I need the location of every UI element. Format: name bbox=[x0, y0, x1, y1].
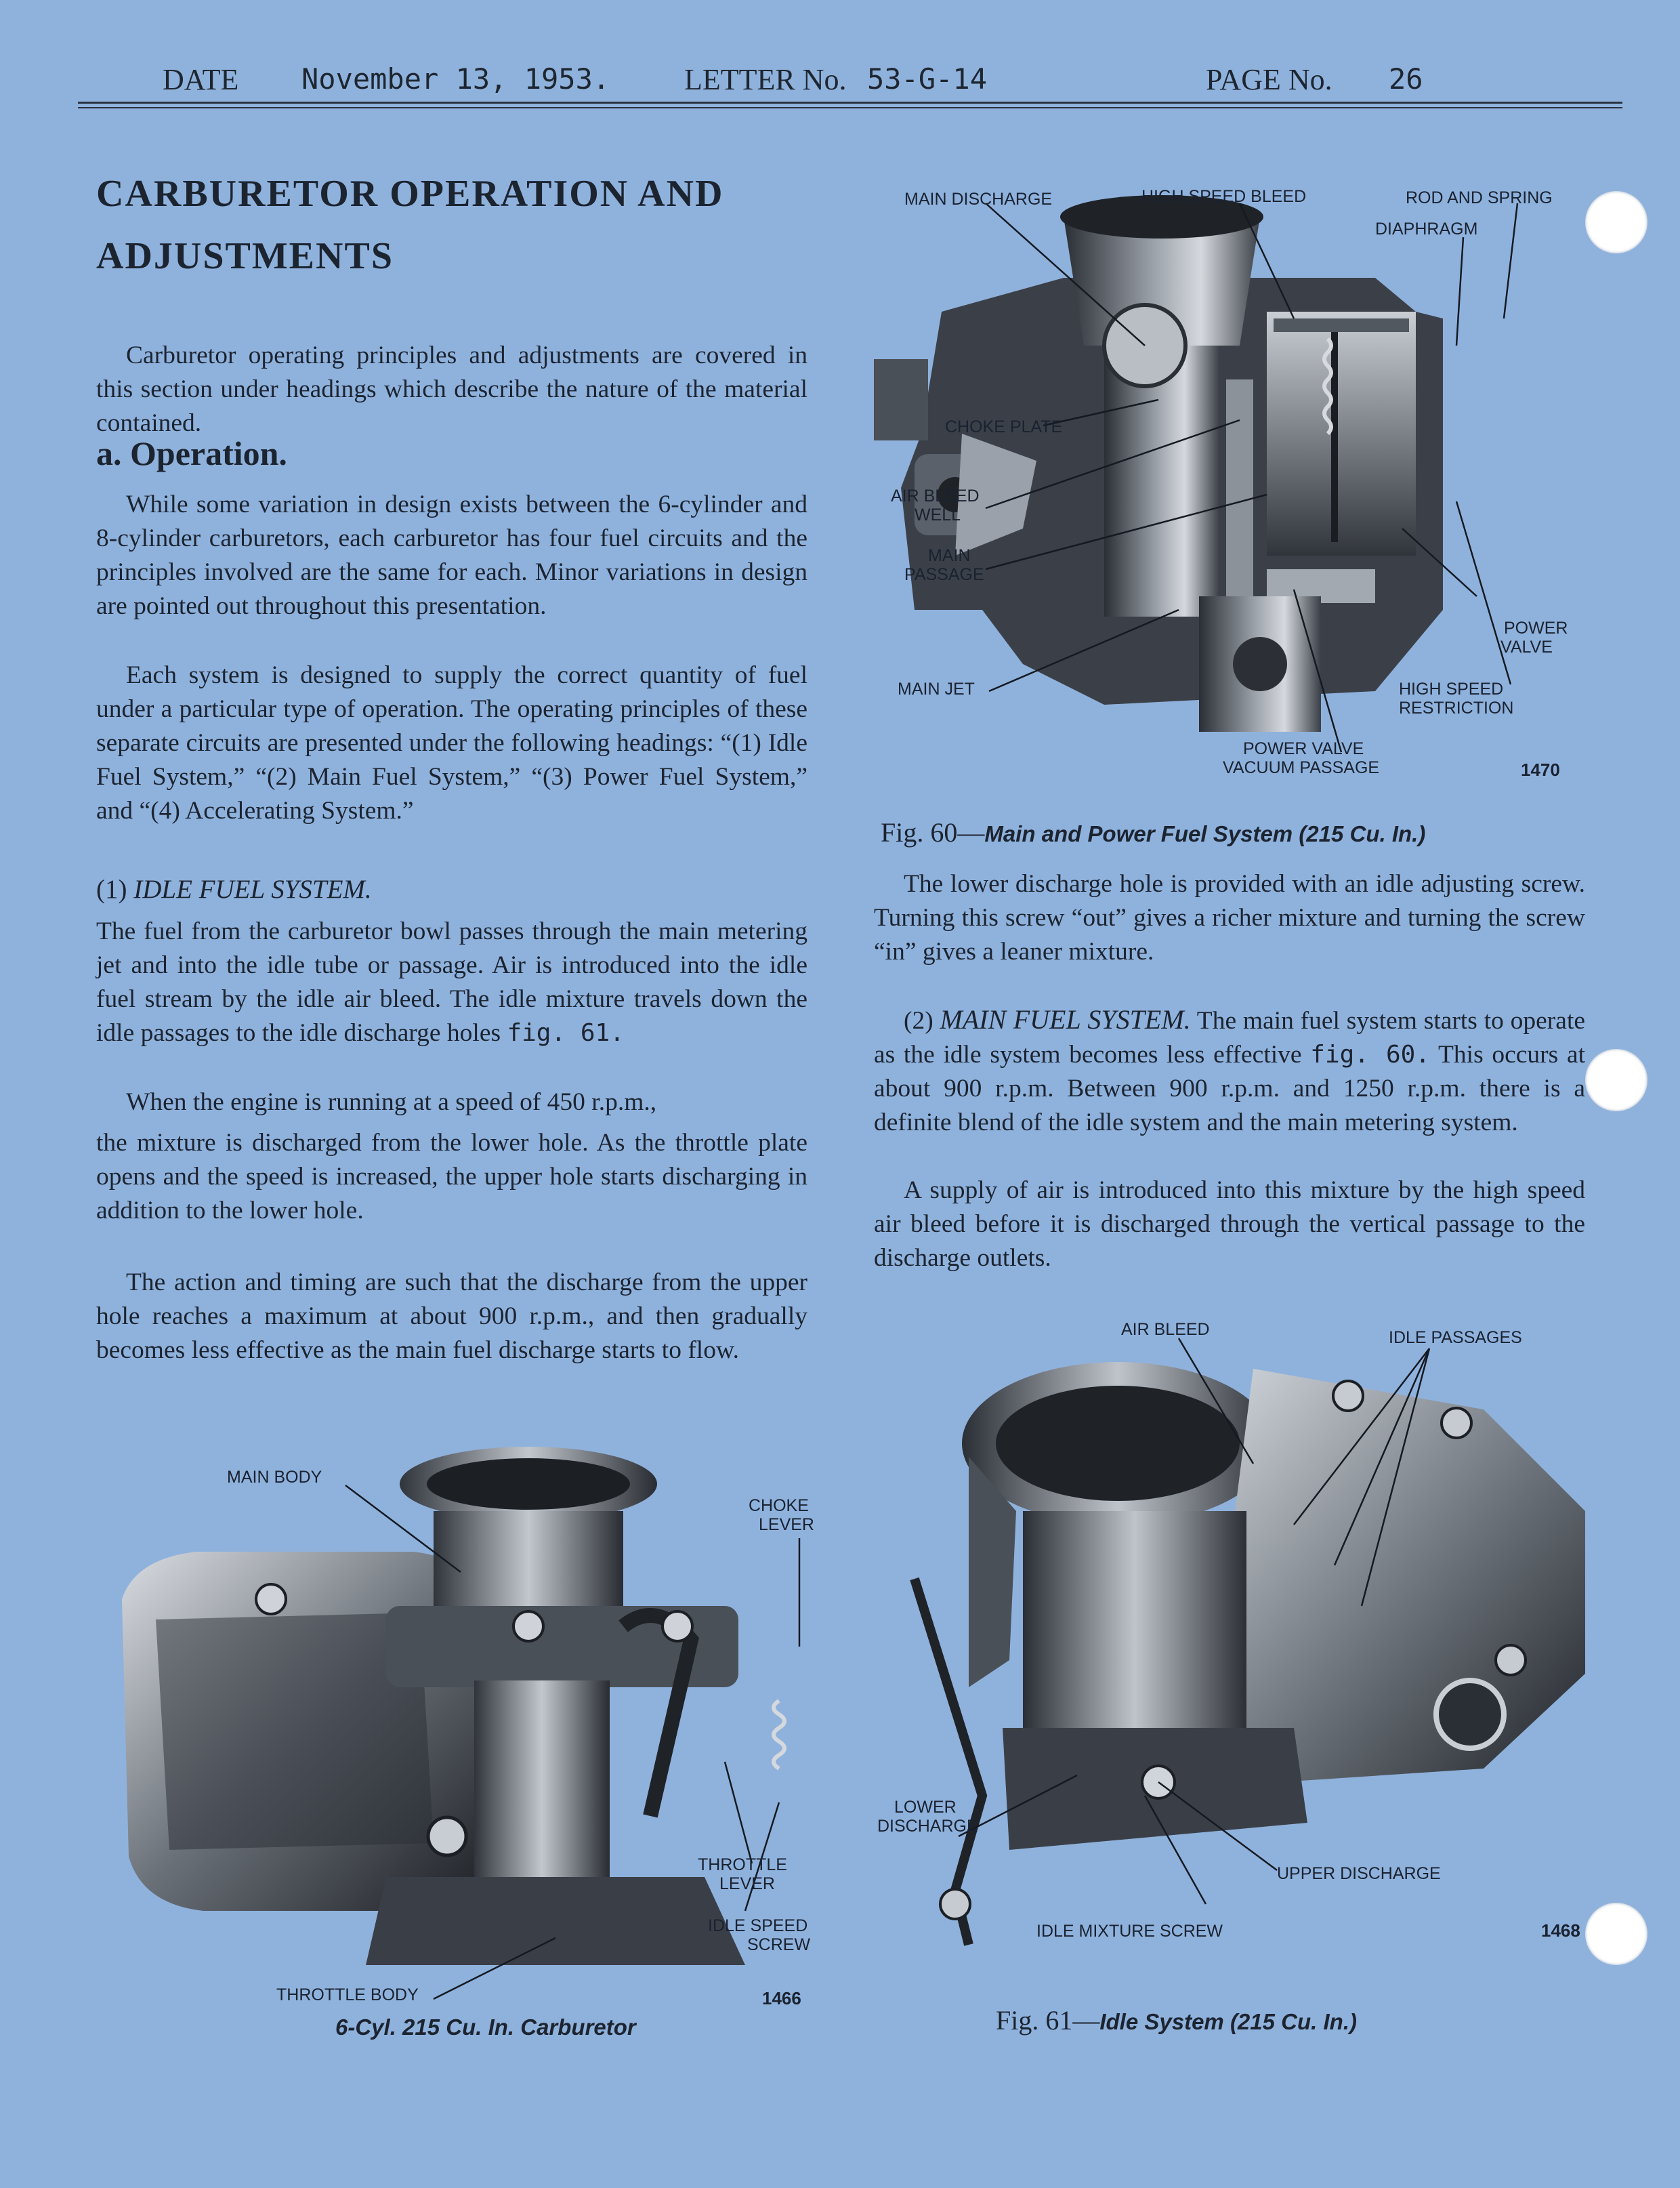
label-throttle-lever-2: LEVER bbox=[719, 1874, 775, 1893]
page-title bbox=[96, 163, 723, 287]
label-choke-lever-2: LEVER bbox=[759, 1515, 814, 1534]
section-heading-operation: a. Operation. bbox=[96, 434, 287, 472]
fig-60-reference: fig. 60. bbox=[1310, 1041, 1430, 1069]
operation-paragraph-1: While some variation in design exists between the 6-cylinder and 8-cylinder carburetors, each carburetor has four fuel circuits and the principles involved are the same for each. Minor variations in design are pointed out throughout this presentation. bbox=[96, 491, 807, 620]
label-high-speed-bleed: HIGH SPEED BLEED bbox=[1141, 187, 1307, 206]
idle-paragraph-3: the mixture is discharged from the lower hole. As the throttle plate opens and the speed is increased, the upper hole starts discharging in addition to the lower hole. bbox=[96, 1129, 807, 1224]
label-idle-passages: IDLE PASSAGES bbox=[1389, 1328, 1522, 1347]
title-line-2: ADJUSTMENTS bbox=[96, 235, 394, 277]
operation-paragraph-2: Each system is designed to supply the correct quantity of fuel under a particular type of operation. The operating principles of these separate circuits are presented under the following headings: “(1) Idle Fuel System,” “(2) Main Fuel System,” “(3) Power Fuel System,” and “(4) Accelerating System.” bbox=[96, 661, 807, 825]
fig-60-caption: Fig. 60—Main and Power Fuel System (215 Cu. In.) bbox=[881, 817, 1426, 848]
fig-left-caption: 6-Cyl. 215 Cu. In. Carburetor bbox=[335, 2015, 636, 2040]
label-throttle-body: THROTTLE BODY bbox=[276, 1985, 419, 2004]
label-lower-discharge-2: DISCHARGE bbox=[877, 1817, 978, 1836]
label-high-speed-restriction-2: RESTRICTION bbox=[1399, 699, 1514, 718]
label-main-passage-2: PASSAGE bbox=[904, 565, 984, 584]
header-rule-bottom bbox=[78, 107, 1622, 108]
fig-60-carburetor-cutaway bbox=[860, 176, 1592, 793]
fig-61-caption: Fig. 61—Idle System (215 Cu. In.) bbox=[996, 2005, 1357, 2036]
title-line-1: CARBURETOR OPERATION AND bbox=[96, 173, 724, 215]
carburetor-6cyl-illustration bbox=[122, 1447, 784, 1965]
label-air-bleed-well-2: WELL bbox=[915, 505, 961, 524]
fig-6-cyl-carburetor bbox=[95, 1437, 833, 2026]
label-choke-plate: CHOKE PLATE bbox=[945, 417, 1063, 436]
intro-paragraph: Carburetor operating principles and adjustments are covered in this section under headings which describe the nature of the material contained. bbox=[96, 342, 807, 437]
idle-paragraph-4: The action and timing are such that the discharge from the upper hole reaches a maximum at about 900 r.p.m., and then gradually becomes less effective as the main fuel discharge starts to flow. bbox=[96, 1268, 807, 1364]
label-main-passage-1: MAIN bbox=[928, 546, 971, 565]
label-throttle-lever-1: THROTTLE bbox=[698, 1855, 787, 1874]
main-fuel-paragraph: (2) MAIN FUEL SYSTEM. The main fuel system starts to operate as the idle system becomes less effective fig. 60. This occurs at about 900 r.p.m. Between 900 r.p.m. and 1250 r.p.m. there is a definite blend of the idle system and the main metering system. bbox=[874, 1004, 1586, 1136]
binder-hole-top bbox=[1585, 191, 1647, 253]
label-idle-mixture-screw: IDLE MIXTURE SCREW bbox=[1036, 1922, 1223, 1941]
date-label: DATE bbox=[163, 63, 239, 96]
label-high-speed-restriction-1: HIGH SPEED bbox=[1399, 680, 1504, 699]
label-upper-discharge: UPPER DISCHARGE bbox=[1277, 1864, 1441, 1883]
label-lower-discharge-1: LOWER bbox=[894, 1798, 957, 1817]
fig-left-number: 1466 bbox=[762, 1988, 801, 2008]
idle-adjust-paragraph: The lower discharge hole is provided with an idle adjusting screw. Turning this screw “out” gives a richer mixture and turning the screw “in” gives a leaner mixture. bbox=[874, 870, 1585, 966]
page-value: 26 bbox=[1389, 62, 1423, 96]
fig-60-number: 1470 bbox=[1521, 760, 1560, 780]
page-label: PAGE No. bbox=[1206, 63, 1332, 96]
label-main-jet: MAIN JET bbox=[898, 680, 975, 699]
fig-60-illustration bbox=[874, 195, 1443, 732]
label-air-bleed: AIR BLEED bbox=[1121, 1320, 1210, 1339]
idle-paragraph-2: When the engine is running at a speed of 450 r.p.m., bbox=[126, 1088, 657, 1116]
letter-label: LETTER No. bbox=[684, 63, 847, 96]
label-idle-speed-screw-1: IDLE SPEED bbox=[708, 1916, 808, 1935]
label-rod-and-spring: ROD AND SPRING bbox=[1406, 188, 1553, 207]
label-air-bleed-well-1: AIR BLEED bbox=[891, 487, 980, 505]
label-choke-lever-1: CHOKE bbox=[749, 1496, 809, 1515]
label-main-discharge: MAIN DISCHARGE bbox=[904, 190, 1053, 209]
label-power-valve-vacuum-passage-2: VACUUM PASSAGE bbox=[1223, 758, 1380, 777]
main-fuel-heading: MAIN FUEL SYSTEM. bbox=[940, 1004, 1191, 1035]
header-rule-top bbox=[78, 102, 1622, 104]
label-main-body: MAIN BODY bbox=[227, 1468, 322, 1487]
letter-value: 53-G-14 bbox=[867, 62, 988, 96]
idle-system-illustration bbox=[915, 1362, 1585, 1945]
idle-paragraph-1: The fuel from the carburetor bowl passes through the main metering jet and into the idle tube or passage. Air is introduced into the idle fuel stream by the idle air bleed. The idle mixture travels down the idle passages to the idle discharge holes fig. 61. bbox=[96, 917, 807, 1047]
label-idle-speed-screw-2: SCREW bbox=[747, 1935, 811, 1954]
date-value: November 13, 1953. bbox=[301, 62, 610, 96]
binder-hole-middle bbox=[1585, 1049, 1647, 1111]
fig-61-reference: fig. 61. bbox=[507, 1019, 625, 1047]
label-power-valve-vacuum-passage-1: POWER VALVE bbox=[1243, 739, 1364, 758]
label-power-valve-2: VALVE bbox=[1500, 638, 1553, 657]
idle-fuel-heading: (1) IDLE FUEL SYSTEM. bbox=[96, 875, 372, 904]
label-power-valve-1: POWER bbox=[1504, 619, 1568, 638]
page-header bbox=[81, 62, 1619, 103]
fig-61-idle-system bbox=[874, 1308, 1612, 1985]
fig-61-number: 1468 bbox=[1541, 1920, 1580, 1941]
label-diaphragm: DIAPHRAGM bbox=[1375, 220, 1478, 239]
air-supply-paragraph: A supply of air is introduced into this mixture by the high speed air bleed before it is discharged through the vertical passage to the discharge outlets. bbox=[874, 1176, 1585, 1272]
binder-hole-bottom bbox=[1585, 1903, 1647, 1965]
